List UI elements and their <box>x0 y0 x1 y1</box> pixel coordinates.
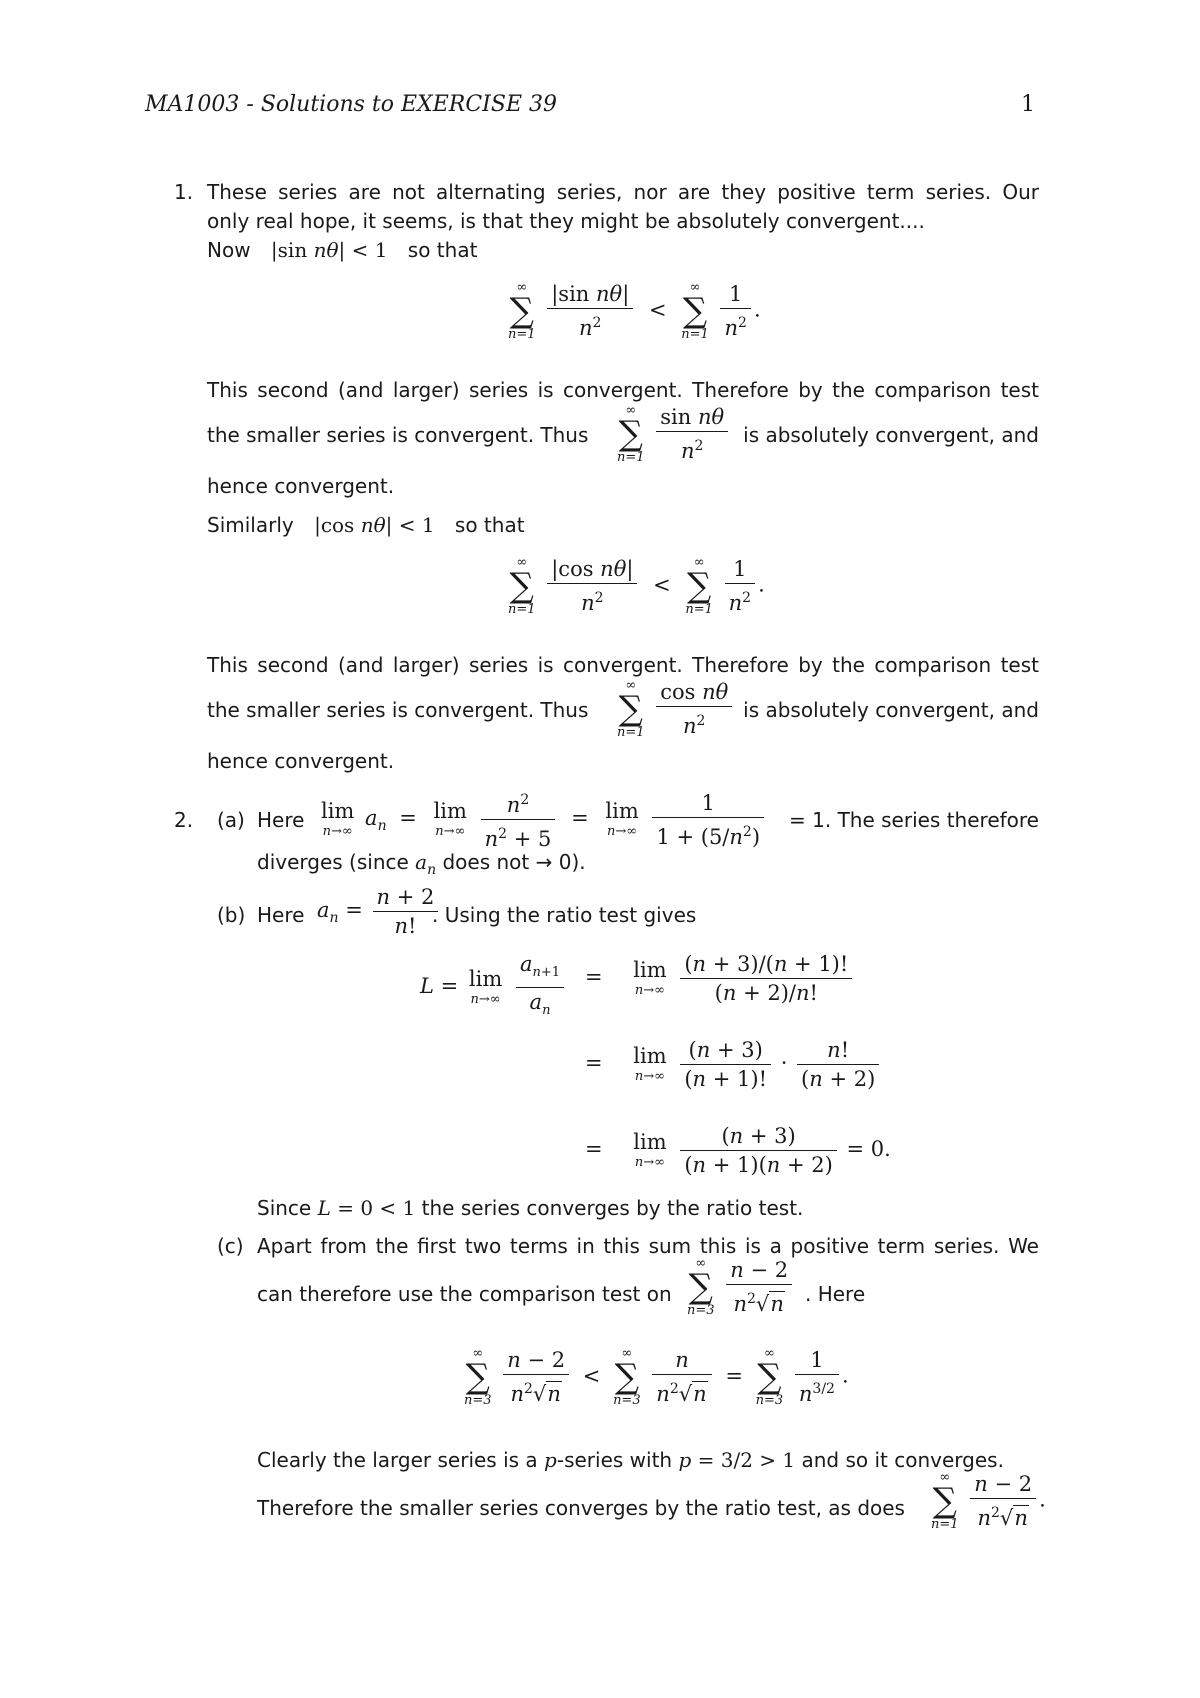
item-2a-line-1 <box>257 786 1039 852</box>
ratio-row-1-rhs: = lim n→∞ $\frac{(n + 3)/(n + 1)!}{(n + 2)/n!}$ <box>585 950 855 1007</box>
converges-text: the series converges by the ratio test. <box>421 1196 804 1220</box>
limit-operator: lim n→∞ <box>633 958 667 998</box>
here-text: Here <box>257 808 305 832</box>
sin-series-inline <box>615 403 731 465</box>
item-2b-label: (b) <box>217 903 246 927</box>
clearly-text: Clearly the larger series is a <box>257 1448 538 1472</box>
ratio-row-3: = lim n→∞ $\frac{(n + 3)}{(n + 1)(n + 2)}$ = 0. <box>585 1124 891 1177</box>
fraction: $\frac{\text{sin nθ}}{n^2}$ <box>656 403 728 465</box>
summation-sign: ∞ ∑ n=1 <box>681 280 709 342</box>
series-n1-inline: ∞ ∑ n=1 $\frac{n - 2}{n^2√n}$ . <box>931 1470 1046 1532</box>
limit-an-equation: lim n→∞ $a_n$ = lim n→∞ $\frac{n^2}{n^2 + 5}$ = lim n→∞ $\frac{1}{1 + (5/n^2)}$ <box>317 786 767 853</box>
cos-series-inline <box>615 678 735 740</box>
summation-sign: ∞ ∑ n=1 <box>617 403 645 465</box>
so-it-converges-text: and so it converges. <box>801 1448 1004 1472</box>
here-text: Here <box>257 903 305 927</box>
p-series-comparison-equation: ∞ ∑ n=3 $\frac{n - 2}{n^2√n}$ < ∞ ∑ n=3 $\frac{n}{n^2√n}$ = ∞ ∑ n=3 $\frac{1}{n^{3/2}}$ . <box>464 1346 849 1408</box>
summation-sign: ∞ ∑ n=3 <box>613 1346 641 1408</box>
similarly-text: Similarly <box>207 513 294 537</box>
limit-operator: lim n→∞ <box>433 799 467 839</box>
item-1-sin-bound-line <box>207 236 477 264</box>
series-n3-inline <box>685 1256 795 1318</box>
cos-comparison-equation: ∞ ∑ n=1 $\frac{\text{|cos nθ|}}{n^2}$ < ∞ ∑ n=1 $\frac{1}{n^2}$ . <box>508 555 765 617</box>
summation-sign: ∞ ∑ n=1 <box>931 1470 959 1532</box>
does-not-text: does not → 0). <box>442 850 586 874</box>
absolutely-convergent-text: is absolutely convergent, and <box>743 698 1039 722</box>
L-inequality: L = 0 < 1 <box>317 1196 416 1220</box>
comparison-test-text: can therefore use the comparison test on <box>257 1282 672 1306</box>
item-2c-therefore-line <box>257 1470 1047 1544</box>
a-n-symbol: $a_n$ <box>415 850 437 878</box>
fraction: $\frac{n^2}{n^2 + 5}$ <box>481 786 556 853</box>
item-2b-conclusion <box>257 1194 803 1222</box>
document-title: MA1003 - Solutions to EXERCISE 39 <box>145 92 557 117</box>
absolutely-convergent-text: is absolutely convergent, and <box>743 423 1039 447</box>
summation-sign: ∞ ∑ n=1 <box>617 678 645 740</box>
item-1-para-a-line-3: hence convergent. <box>207 474 395 498</box>
fraction: $\frac{n + 2}{n!}$ <box>373 883 439 940</box>
fraction: $\frac{a_{n+1}}{a_n}$ <box>516 950 564 1025</box>
item-2c-line-1: Apart from the first two terms in this sum this is a positive term series. We <box>257 1234 1039 1258</box>
so-that-text: so that <box>407 238 478 262</box>
cos-bound-inequality: |cos nθ| < 1 <box>314 513 435 537</box>
item-2c-label: (c) <box>217 1234 244 1258</box>
page-number: 1 <box>1021 92 1035 117</box>
therefore-text: Therefore the smaller series converges by the ratio test, as does <box>257 1496 905 1520</box>
series-therefore-text: = 1. The series therefore <box>789 808 1039 832</box>
item-1-para-b-line-3: hence convergent. <box>207 749 395 773</box>
item-1-line-2: only real hope, it seems, is that they might be absolutely convergent.... <box>207 209 925 233</box>
item-2c-line-2 <box>257 1256 1039 1330</box>
item-1-para-b-line-1: This second (and larger) series is convergent. Therefore by the comparison test <box>207 653 1039 677</box>
ratio-test-derivation <box>420 950 920 1190</box>
ratio-row-2: = lim n→∞ $\frac{(n + 3)}{(n + 1)!}$ · $\frac{n!}{(n + 2)}$ <box>585 1036 882 1093</box>
limit-operator: lim n→∞ <box>633 1044 667 1084</box>
summation-sign: ∞ ∑ n=1 <box>508 555 536 617</box>
item-2b-line-1 <box>257 883 1039 947</box>
limit-operator: lim n→∞ <box>633 1130 667 1170</box>
ratio-test-text: . Using the ratio test gives <box>432 903 697 927</box>
summation-sign: ∞ ∑ n=1 <box>508 280 536 342</box>
fraction: $\frac{1}{n^2}$ <box>720 280 750 342</box>
fraction: $\frac{(n + 3)}{(n + 1)(n + 2)}$ <box>680 1122 836 1179</box>
fraction: $\frac{(n + 3)}{(n + 1)!}$ <box>680 1036 771 1093</box>
fraction: $\frac{1}{n^{3/2}}$ <box>795 1346 839 1408</box>
summation-sign: ∞ ∑ n=1 <box>685 555 713 617</box>
fraction: $\frac{n - 2}{n^2√n}$ <box>970 1470 1036 1532</box>
now-text: Now <box>207 238 251 262</box>
summation-sign: ∞ ∑ n=3 <box>687 1256 715 1318</box>
fraction: $\frac{1}{1 + (5/n^2)}$ <box>652 789 764 851</box>
summation-sign: ∞ ∑ n=3 <box>464 1346 492 1408</box>
p-symbol: p <box>544 1448 557 1472</box>
ratio-row-1: L = lim n→∞ $\frac{a_{n+1}}{a_n}$ <box>420 950 567 1025</box>
a-n-definition: $a_n$ = $\frac{n + 2}{n!}$ <box>317 883 441 940</box>
limit-operator: lim n→∞ <box>321 799 355 839</box>
p-value-inequality: p = 3/2 > 1 <box>678 1448 796 1472</box>
item-2a-line-2 <box>257 848 586 884</box>
item-2a-label: (a) <box>217 808 245 832</box>
so-that-text: so that <box>454 513 525 537</box>
limit-operator: lim n→∞ <box>468 967 503 1008</box>
diverges-text: diverges (since <box>257 850 409 874</box>
fraction: $\frac{1}{n^2}$ <box>725 555 755 617</box>
fraction: $\frac{n}{n^2√n}$ <box>652 1346 711 1408</box>
series-with-text: -series with <box>556 1448 673 1472</box>
fraction: $\frac{\text{|cos nθ|}}{n^2}$ <box>547 555 637 617</box>
item-1-number: 1. <box>174 180 194 204</box>
here-text: . Here <box>805 1282 866 1306</box>
item-1-para-a-line-2 <box>207 403 1039 475</box>
fraction: $\frac{n - 2}{n^2√n}$ <box>726 1256 792 1318</box>
page-header <box>145 92 1035 132</box>
since-text: Since <box>257 1196 312 1220</box>
fraction: $\frac{n - 2}{n^2√n}$ <box>503 1346 569 1408</box>
fraction: $\frac{\text{|sin nθ|}}{n^2}$ <box>547 280 633 342</box>
thus-text: the smaller series is convergent. Thus <box>207 423 589 447</box>
summation-sign: ∞ ∑ n=3 <box>755 1346 784 1408</box>
item-1-para-a-line-1: This second (and larger) series is convergent. Therefore by the comparison test <box>207 378 1039 402</box>
fraction: $\frac{n!}{(n + 2)}$ <box>797 1036 879 1093</box>
fraction: $\frac{(n + 3)/(n + 1)!}{(n + 2)/n!}$ <box>680 950 852 1007</box>
item-1-line-1: These series are not alternating series, nor are they positive term series. Our <box>207 180 1039 204</box>
sin-bound-inequality: |sin nθ| < 1 <box>270 238 388 262</box>
thus-text: the smaller series is convergent. Thus <box>207 698 589 722</box>
item-2-number: 2. <box>174 808 194 832</box>
fraction: $\frac{\text{cos nθ}}{n^2}$ <box>656 678 732 740</box>
item-1-cos-bound-line <box>207 511 525 539</box>
item-1-para-b-line-2 <box>207 678 1039 750</box>
sin-comparison-equation: ∞ ∑ n=1 $\frac{\text{|sin nθ|}}{n^2}$ < ∞ ∑ n=1 $\frac{1}{n^2}$ . <box>508 280 761 342</box>
limit-operator: lim n→∞ <box>605 799 639 839</box>
